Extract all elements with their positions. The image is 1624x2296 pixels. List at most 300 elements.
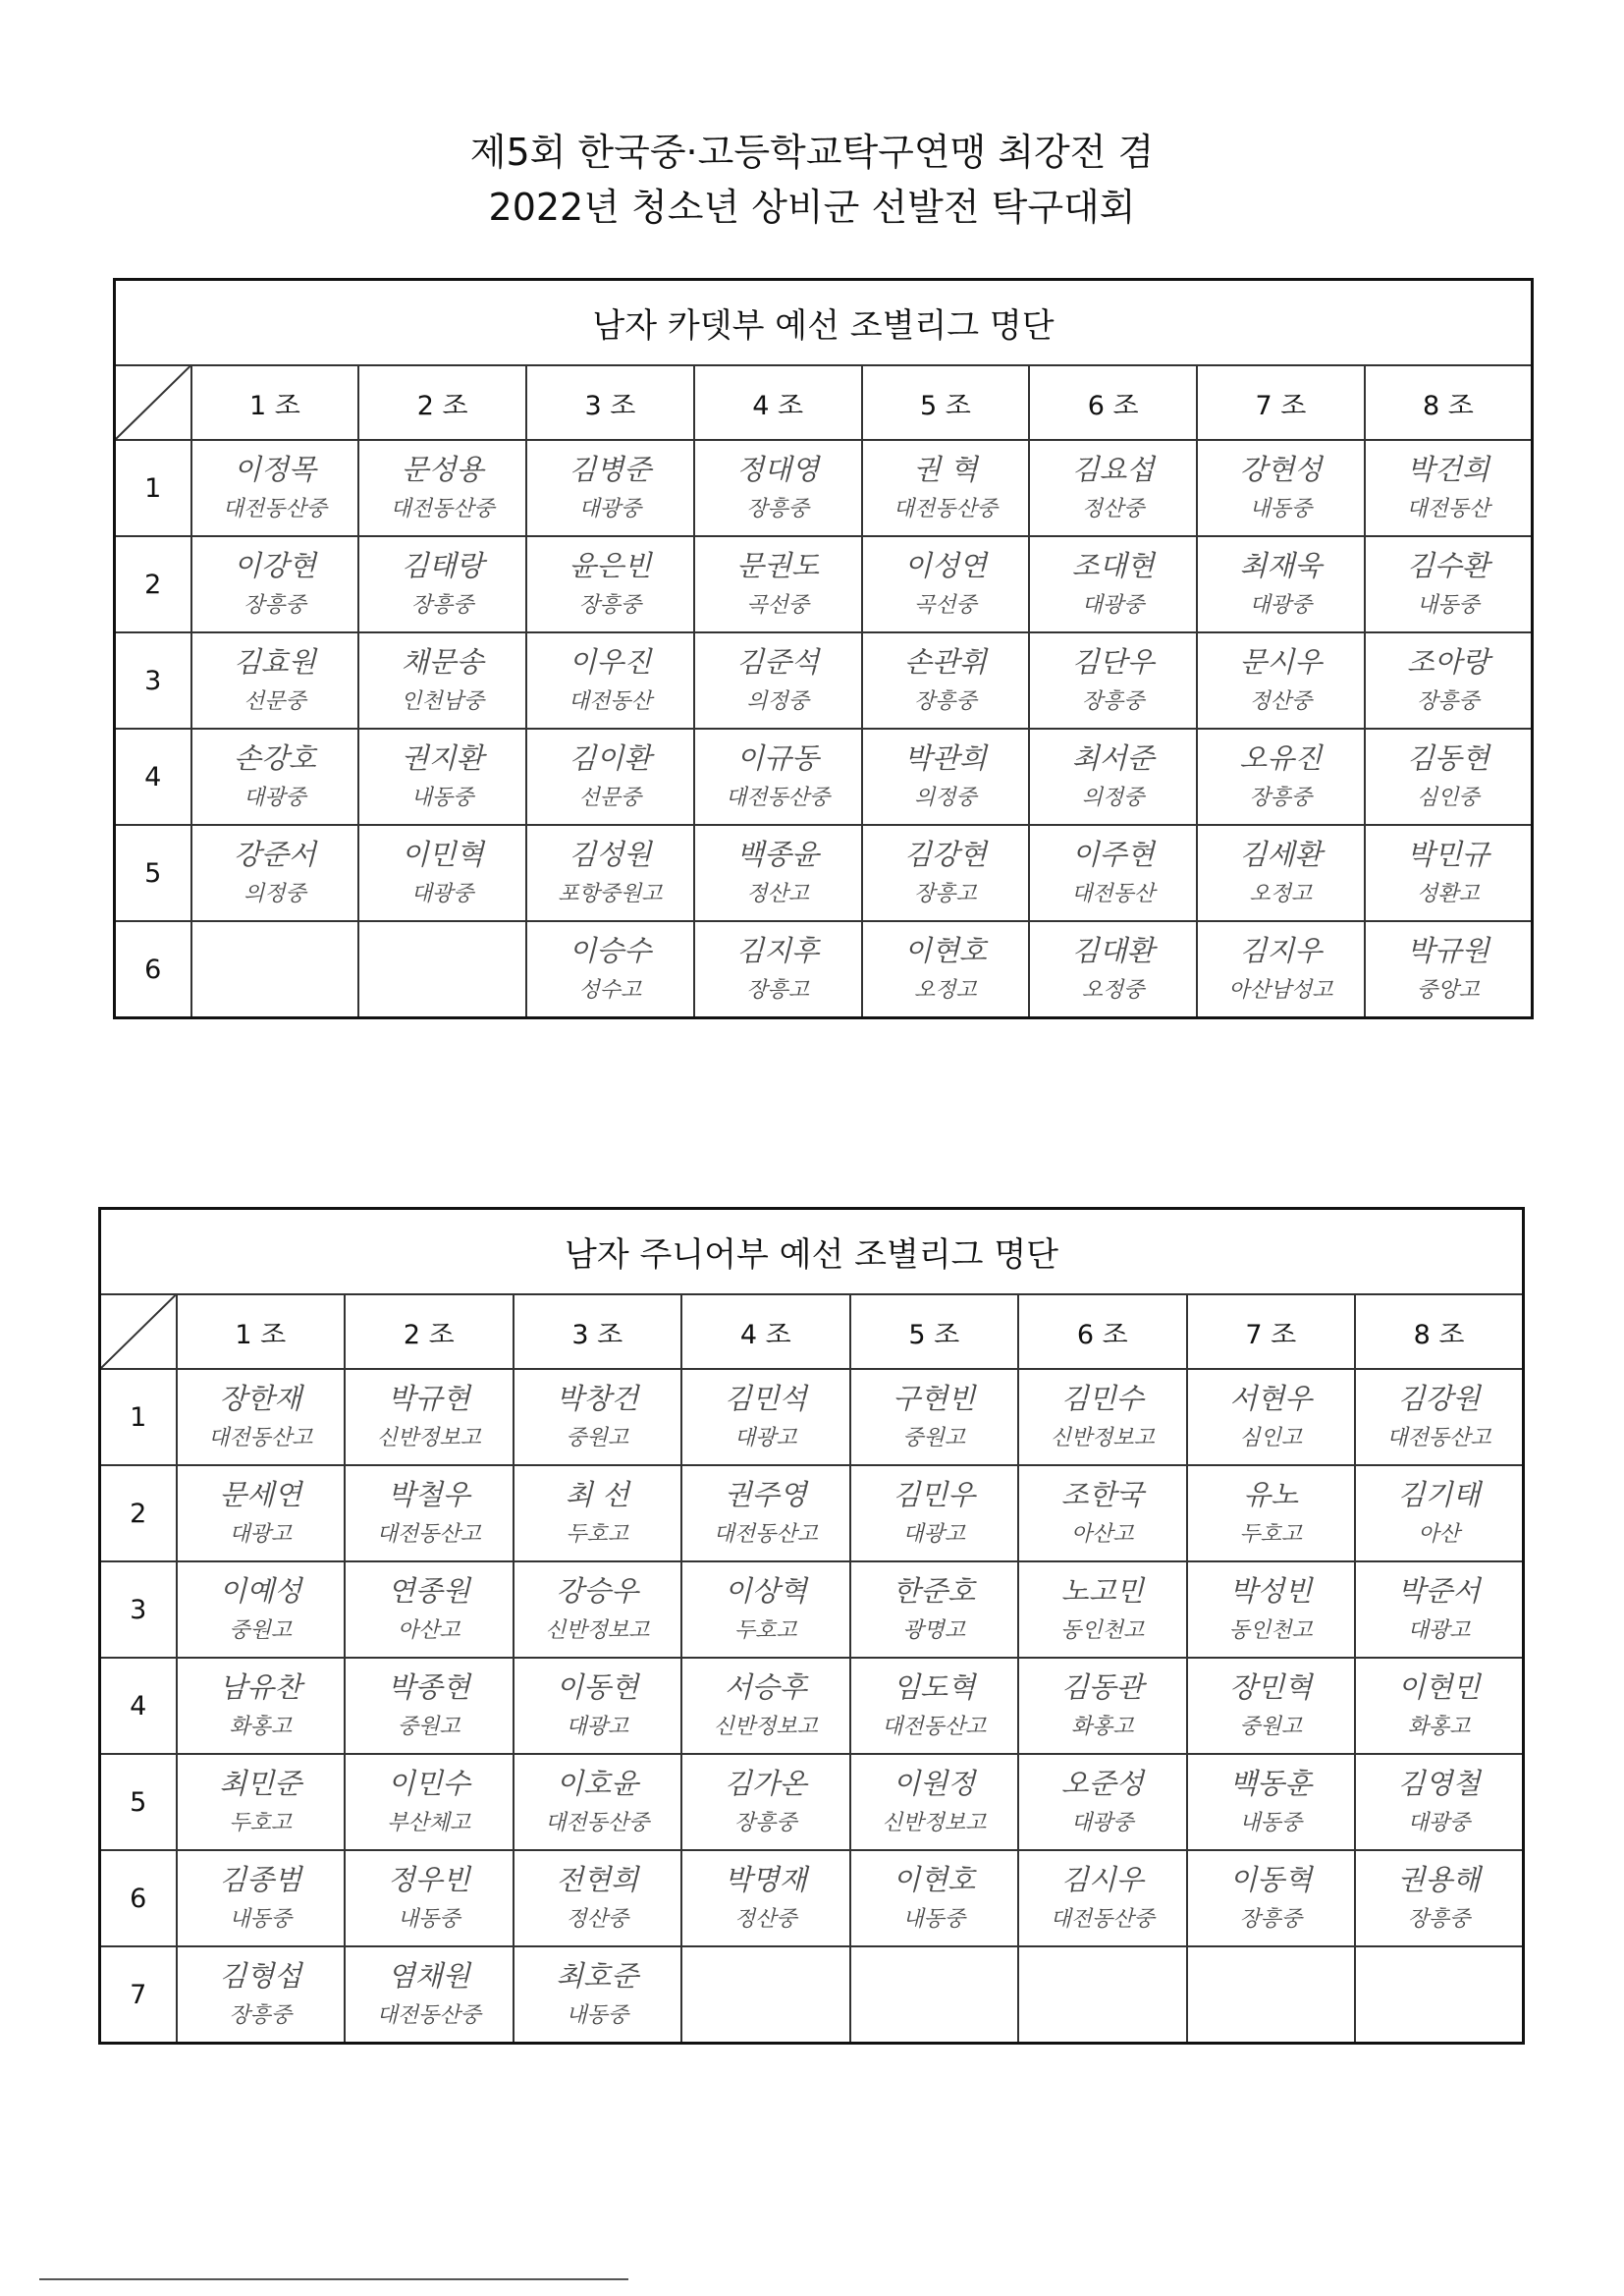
player-school: 대광중 [410, 882, 474, 906]
player-cell [1029, 440, 1197, 536]
group-header: 7 조 [1197, 365, 1365, 440]
player-name: 최호준 [556, 1959, 639, 1993]
player-cell [345, 1658, 514, 1754]
player-name: 김동현 [1406, 741, 1489, 775]
footer-rule [39, 2278, 628, 2280]
player-name: 최재욱 [1239, 549, 1323, 582]
player-cell [850, 1369, 1019, 1465]
player-name: 김지우 [1239, 934, 1323, 967]
player-name: 이예성 [219, 1574, 302, 1608]
player-name: 문세연 [219, 1478, 302, 1511]
player-name: 염채원 [387, 1959, 470, 1993]
player-name: 김영철 [1397, 1767, 1481, 1800]
group-header-row [115, 365, 1533, 440]
row-number: 2 [115, 536, 191, 632]
group-header: 4 조 [694, 365, 862, 440]
group-header: 6 조 [1029, 365, 1197, 440]
player-cell [681, 1561, 850, 1658]
player-cell [1197, 825, 1365, 921]
player-cell [1355, 1658, 1524, 1754]
group-header: 5 조 [862, 365, 1030, 440]
player-name: 조아랑 [1406, 645, 1489, 679]
player-name: 강현성 [1239, 453, 1323, 486]
player-school: 오정고 [913, 978, 977, 1003]
player-name: 김형섭 [219, 1959, 302, 1993]
player-name: 김대환 [1071, 934, 1155, 967]
player-school: 장흥중 [1081, 689, 1145, 714]
player-school: 대전동산중 [893, 497, 998, 521]
player-cell [514, 1754, 682, 1850]
player-cell [1197, 729, 1365, 825]
player-school: 두호고 [733, 1618, 797, 1643]
player-school: 오정고 [1249, 882, 1313, 906]
player-cell [1018, 1946, 1187, 2044]
player-cell [191, 632, 359, 729]
player-cell [526, 825, 694, 921]
player-name: 문권도 [736, 549, 820, 582]
player-school: 장흥고 [746, 978, 809, 1003]
player-name: 문성용 [401, 453, 484, 486]
player-school: 인천남중 [401, 689, 485, 714]
group-header: 2 조 [345, 1294, 514, 1369]
player-school: 대광고 [229, 1522, 293, 1547]
player-cell [862, 921, 1030, 1018]
player-name: 김민석 [724, 1382, 807, 1415]
player-school: 부산체고 [387, 1811, 471, 1835]
player-school: 장흥중 [578, 593, 642, 618]
player-school: 대광고 [733, 1426, 797, 1450]
player-name: 박민규 [1406, 838, 1489, 871]
player-school: 포항중원고 [558, 882, 663, 906]
player-school: 대전동산 [1406, 497, 1490, 521]
table-row [100, 1754, 1524, 1850]
player-name: 박창건 [556, 1382, 639, 1415]
player-cell [1355, 1850, 1524, 1946]
player-cell [862, 536, 1030, 632]
player-name: 조대현 [1071, 549, 1155, 582]
player-cell [1187, 1946, 1356, 2044]
player-name: 서현우 [1229, 1382, 1313, 1415]
player-cell [681, 1369, 850, 1465]
player-name: 박철우 [387, 1478, 470, 1511]
player-cell [1197, 440, 1365, 536]
player-cell [1197, 921, 1365, 1018]
player-cell [1365, 440, 1533, 536]
player-cell [1018, 1465, 1187, 1561]
player-name: 남유찬 [219, 1670, 302, 1704]
player-school: 대광중 [578, 497, 642, 521]
player-name: 이규동 [736, 741, 820, 775]
table-row [115, 729, 1533, 825]
group-header-row [100, 1294, 1524, 1369]
player-school: 장흥고 [913, 882, 977, 906]
player-name: 이민혁 [401, 838, 484, 871]
player-cell [358, 440, 526, 536]
player-cell [177, 1465, 346, 1561]
player-name: 김가온 [724, 1767, 807, 1800]
player-cell [1187, 1369, 1356, 1465]
player-cell [514, 1369, 682, 1465]
player-name: 최민준 [219, 1767, 302, 1800]
player-name: 이현호 [893, 1863, 976, 1896]
player-school: 대전동산중 [222, 497, 327, 521]
player-cell [850, 1465, 1019, 1561]
player-school: 대전동산중 [545, 1811, 650, 1835]
player-name: 오준성 [1060, 1767, 1144, 1800]
player-school: 장흥중 [913, 689, 977, 714]
player-name: 김강현 [903, 838, 987, 871]
document-title-line1: 제5회 한국중·고등학교탁구연맹 최강전 겸 [469, 131, 1155, 174]
player-name: 김준석 [736, 645, 820, 679]
player-cell [1029, 536, 1197, 632]
player-cell [1355, 1465, 1524, 1561]
player-cell [1365, 632, 1533, 729]
player-name: 장한재 [219, 1382, 302, 1415]
table-row [100, 1850, 1524, 1946]
player-name: 최 선 [565, 1478, 629, 1511]
player-school: 정산중 [733, 1907, 797, 1932]
player-name: 김병준 [568, 453, 652, 486]
player-school: 신반정보고 [882, 1811, 987, 1835]
player-name: 김수환 [1406, 549, 1489, 582]
row-number: 4 [100, 1658, 177, 1754]
player-name: 임도혁 [893, 1670, 976, 1704]
player-cell [345, 1561, 514, 1658]
group-header: 8 조 [1355, 1294, 1524, 1369]
player-cell [850, 1850, 1019, 1946]
player-school: 광명고 [902, 1618, 966, 1643]
player-cell [526, 632, 694, 729]
row-number: 6 [115, 921, 191, 1018]
player-name: 김민우 [893, 1478, 976, 1511]
player-school: 대광중 [1070, 1811, 1134, 1835]
player-name: 연종원 [387, 1574, 470, 1608]
table-row [115, 632, 1533, 729]
player-name: 노고민 [1060, 1574, 1144, 1608]
player-school: 장흥중 [1407, 1907, 1471, 1932]
player-name: 이동혁 [1229, 1863, 1313, 1896]
player-school: 두호고 [229, 1811, 293, 1835]
player-name: 이현민 [1397, 1670, 1481, 1704]
player-cell [1029, 825, 1197, 921]
player-school: 내동중 [566, 2003, 629, 2028]
player-cell [526, 536, 694, 632]
group-header: 8 조 [1365, 365, 1533, 440]
player-name: 김동관 [1060, 1670, 1144, 1704]
player-school: 곡선중 [913, 593, 977, 618]
player-school: 의정중 [243, 882, 306, 906]
player-cell [694, 921, 862, 1018]
player-school: 장흥중 [229, 2003, 293, 2028]
player-school: 대광고 [1407, 1618, 1471, 1643]
player-school: 대전동산 [1071, 882, 1156, 906]
table-heading: 남자 주니어부 예선 조별리그 명단 [100, 1209, 1524, 1295]
diagonal-line-icon [101, 1295, 176, 1368]
player-name: 윤은빈 [568, 549, 652, 582]
player-cell [177, 1561, 346, 1658]
group-header: 4 조 [681, 1294, 850, 1369]
player-name: 이정목 [233, 453, 316, 486]
player-name: 이승수 [568, 934, 652, 967]
player-name: 김종범 [219, 1863, 302, 1896]
player-name: 이현호 [903, 934, 987, 967]
table-row [115, 825, 1533, 921]
player-name: 강준서 [233, 838, 316, 871]
player-school: 아산고 [397, 1618, 460, 1643]
player-cell [1018, 1658, 1187, 1754]
player-cell [526, 921, 694, 1018]
table-row [100, 1561, 1524, 1658]
table-heading: 남자 카뎃부 예선 조별리그 명단 [115, 280, 1533, 366]
player-cell [1018, 1561, 1187, 1658]
player-school: 곡선중 [746, 593, 809, 618]
player-school: 대광중 [1407, 1811, 1471, 1835]
player-name: 채문송 [401, 645, 484, 679]
player-school: 장흥중 [1249, 786, 1313, 810]
player-name: 박명재 [724, 1863, 807, 1896]
player-name: 백동훈 [1229, 1767, 1313, 1800]
player-school: 대전동산고 [1386, 1426, 1491, 1450]
player-name: 구현빈 [893, 1382, 976, 1415]
player-cell [862, 632, 1030, 729]
player-cell [1365, 825, 1533, 921]
player-name: 손관휘 [903, 645, 987, 679]
player-name: 조한국 [1060, 1478, 1144, 1511]
player-name: 박규원 [1406, 934, 1489, 967]
player-cell [1029, 729, 1197, 825]
player-name: 김지후 [736, 934, 820, 967]
player-cell [191, 440, 359, 536]
player-school: 대전동산중 [390, 497, 495, 521]
player-cell [1355, 1946, 1524, 2044]
player-cell [681, 1946, 850, 2044]
player-school: 중원고 [229, 1618, 293, 1643]
player-name: 유노 [1243, 1478, 1299, 1511]
player-cell [681, 1658, 850, 1754]
player-cell [345, 1465, 514, 1561]
player-cell [177, 1946, 346, 2044]
player-cell [1018, 1850, 1187, 1946]
player-name: 정대영 [736, 453, 820, 486]
row-number: 2 [100, 1465, 177, 1561]
player-cell [1018, 1369, 1187, 1465]
player-school: 정산중 [1249, 689, 1313, 714]
table-row [115, 536, 1533, 632]
group-header: 5 조 [850, 1294, 1019, 1369]
player-school: 아산남성고 [1228, 978, 1333, 1003]
player-school: 의정중 [913, 786, 977, 810]
corner-cell [115, 365, 191, 440]
player-school: 오정중 [1081, 978, 1145, 1003]
player-cell [1187, 1561, 1356, 1658]
player-school: 심인고 [1239, 1426, 1303, 1450]
player-cell [526, 440, 694, 536]
group-header: 3 조 [526, 365, 694, 440]
row-number: 5 [100, 1754, 177, 1850]
player-cell [358, 921, 526, 1018]
player-name: 박규현 [387, 1382, 470, 1415]
player-name: 이강현 [233, 549, 316, 582]
player-school: 신반정보고 [376, 1426, 481, 1450]
player-school: 의정중 [746, 689, 809, 714]
player-name: 서승후 [724, 1670, 807, 1704]
player-name: 한준호 [893, 1574, 976, 1608]
player-name: 이주현 [1071, 838, 1155, 871]
table-row [115, 440, 1533, 536]
player-cell [1187, 1754, 1356, 1850]
player-school: 성수고 [578, 978, 642, 1003]
table-row [100, 1946, 1524, 2044]
player-name: 김기태 [1397, 1478, 1481, 1511]
player-name: 권지환 [401, 741, 484, 775]
player-name: 권주영 [724, 1478, 807, 1511]
player-school: 중원고 [397, 1715, 460, 1739]
player-school: 두호고 [1239, 1522, 1303, 1547]
player-name: 최서준 [1071, 741, 1155, 775]
player-name: 정우빈 [387, 1863, 470, 1896]
player-cell [1018, 1754, 1187, 1850]
player-school: 중원고 [566, 1426, 629, 1450]
player-name: 손강호 [233, 741, 316, 775]
player-name: 김효원 [233, 645, 316, 679]
player-cell [345, 1369, 514, 1465]
player-name: 이성연 [903, 549, 987, 582]
player-school: 장흥중 [733, 1811, 797, 1835]
player-name: 전현희 [556, 1863, 639, 1896]
player-cell [681, 1850, 850, 1946]
diagonal-line-icon [116, 366, 190, 439]
row-number: 5 [115, 825, 191, 921]
player-cell [850, 1561, 1019, 1658]
player-name: 강승우 [556, 1574, 639, 1608]
player-cell [862, 729, 1030, 825]
player-school: 중원고 [902, 1426, 966, 1450]
player-school: 장흥중 [1239, 1907, 1303, 1932]
player-school: 대전동산중 [1050, 1907, 1155, 1932]
player-school: 내동중 [1239, 1811, 1303, 1835]
player-school: 신반정보고 [1050, 1426, 1155, 1450]
player-school: 정산고 [746, 882, 809, 906]
player-school: 신반정보고 [713, 1715, 818, 1739]
player-name: 김이환 [568, 741, 652, 775]
player-cell [191, 825, 359, 921]
player-school: 의정중 [1081, 786, 1145, 810]
group-header: 1 조 [177, 1294, 346, 1369]
player-school: 대광중 [1081, 593, 1145, 618]
player-name: 박성빈 [1229, 1574, 1313, 1608]
player-cell [694, 536, 862, 632]
player-name: 권용해 [1397, 1863, 1481, 1896]
player-school: 정산중 [1081, 497, 1145, 521]
player-name: 박건희 [1406, 453, 1489, 486]
player-school: 화홍고 [1407, 1715, 1471, 1739]
player-cell [1365, 729, 1533, 825]
row-number: 1 [100, 1369, 177, 1465]
player-cell [177, 1658, 346, 1754]
player-name: 문시우 [1239, 645, 1323, 679]
player-school: 장흥중 [243, 593, 306, 618]
row-number: 6 [100, 1850, 177, 1946]
player-name: 김세환 [1239, 838, 1323, 871]
player-cell [191, 921, 359, 1018]
player-cell [358, 536, 526, 632]
player-cell [850, 1946, 1019, 2044]
group-header: 3 조 [514, 1294, 682, 1369]
player-cell [1029, 632, 1197, 729]
group-header: 2 조 [358, 365, 526, 440]
player-cell [694, 825, 862, 921]
player-cell [1355, 1561, 1524, 1658]
player-cell [1197, 632, 1365, 729]
row-number: 3 [100, 1561, 177, 1658]
junior-league-table [98, 1207, 1525, 2045]
player-cell [1029, 921, 1197, 1018]
player-school: 화홍고 [1070, 1715, 1134, 1739]
player-school: 아산 [1418, 1522, 1460, 1547]
corner-cell [100, 1294, 177, 1369]
player-school: 내동중 [410, 786, 474, 810]
player-name: 김요섭 [1071, 453, 1155, 486]
player-school: 내동중 [397, 1907, 460, 1932]
player-school: 중원고 [1239, 1715, 1303, 1739]
player-school: 장흥중 [746, 497, 809, 521]
player-school: 대전동산중 [376, 2003, 481, 2028]
table-row [100, 1465, 1524, 1561]
player-school: 아산고 [1070, 1522, 1134, 1547]
player-name: 이상혁 [724, 1574, 807, 1608]
player-name: 백종윤 [736, 838, 820, 871]
player-school: 대광중 [243, 786, 306, 810]
player-school: 대전동산고 [376, 1522, 481, 1547]
table-row [100, 1658, 1524, 1754]
player-name: 이호윤 [556, 1767, 639, 1800]
group-header: 7 조 [1187, 1294, 1356, 1369]
player-school: 대전동산 [568, 689, 652, 714]
player-name: 장민혁 [1229, 1670, 1313, 1704]
player-name: 권 혁 [913, 453, 978, 486]
player-school: 두호고 [566, 1522, 629, 1547]
player-name: 김태랑 [401, 549, 484, 582]
player-cell [514, 1946, 682, 2044]
row-number: 1 [115, 440, 191, 536]
player-school: 내동중 [1416, 593, 1480, 618]
player-school: 장흥중 [410, 593, 474, 618]
player-cell [681, 1465, 850, 1561]
player-school: 심인중 [1416, 786, 1480, 810]
row-number: 3 [115, 632, 191, 729]
row-number: 7 [100, 1946, 177, 2044]
player-name: 김성원 [568, 838, 652, 871]
group-header: 6 조 [1018, 1294, 1187, 1369]
player-cell [1355, 1754, 1524, 1850]
player-name: 이민수 [387, 1767, 470, 1800]
player-school: 내동중 [1249, 497, 1313, 521]
player-cell [1187, 1658, 1356, 1754]
player-name: 김시우 [1060, 1863, 1144, 1896]
player-school: 대전동산고 [882, 1715, 987, 1739]
player-school: 정산중 [566, 1907, 629, 1932]
row-number: 4 [115, 729, 191, 825]
player-cell [345, 1754, 514, 1850]
player-cell [514, 1465, 682, 1561]
player-name: 이우진 [568, 645, 652, 679]
player-cell [177, 1369, 346, 1465]
player-school: 선문중 [243, 689, 306, 714]
player-cell [850, 1754, 1019, 1850]
player-cell [358, 632, 526, 729]
player-school: 대광고 [902, 1522, 966, 1547]
player-name: 김강원 [1397, 1382, 1481, 1415]
